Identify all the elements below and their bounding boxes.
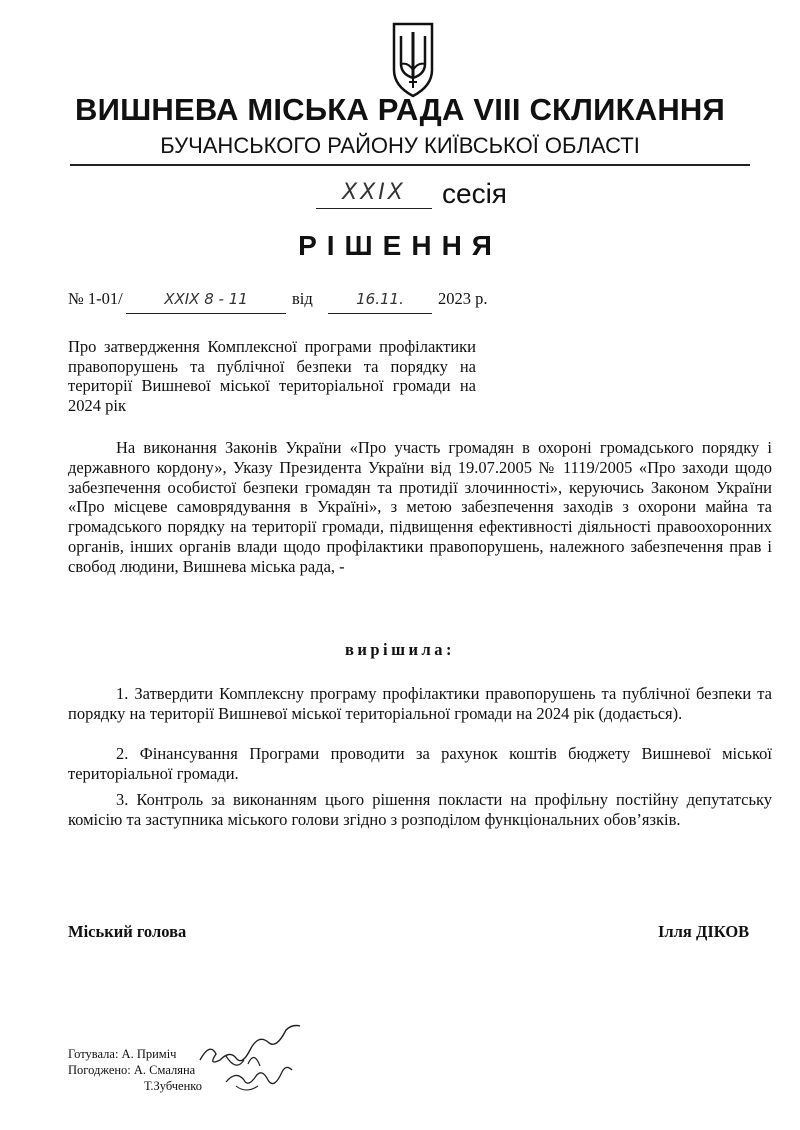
session-label: сесія xyxy=(442,178,507,209)
decision-date-handwritten: 16.11. xyxy=(356,290,404,308)
decision-item-3: 3. Контроль за виконанням цього рішення покласти на профільну постійну депутатську комісію та заступника міського голови згідно з розподілом функціональних обов’язків. xyxy=(68,790,772,829)
mayor-name: Ілля ДІКОВ xyxy=(658,922,750,941)
resolved-heading: вирішила: xyxy=(344,640,456,659)
session-number-underline xyxy=(316,208,432,209)
decision-year: 2023 р. xyxy=(438,289,488,308)
header-divider xyxy=(70,164,750,166)
decision-number-field xyxy=(126,289,286,314)
handwritten-signatures-icon xyxy=(196,1020,306,1100)
coat-of-arms-trident-icon xyxy=(388,20,438,98)
prepared-by: Готувала: А. Приміч xyxy=(68,1047,177,1061)
district-subtitle: БУЧАНСЬКОГО РАЙОНУ КИЇВСЬКОЇ ОБЛАСТІ xyxy=(160,133,640,158)
agreed-by-2: Т.Зубченко xyxy=(144,1079,202,1093)
decision-item-2: 2. Фінансування Програми проводити за рахунок коштів бюджету Вишневої міської територіальної громади. xyxy=(68,744,772,783)
decision-number-prefix: № 1-01/ xyxy=(68,289,123,308)
date-from-label: від xyxy=(292,289,313,308)
decision-item-1: 1. Затвердити Комплексну програму профілактики правопорушень та публічної безпеки та порядку на території Вишневої міської територіальної громади на 2024 рік (додається). xyxy=(68,684,772,723)
agreed-by: Погоджено: А. Смаляна xyxy=(68,1063,196,1077)
session-number-handwritten: XXIX xyxy=(342,180,406,205)
decision-date-field xyxy=(328,289,432,314)
mayor-label: Міський голова xyxy=(68,922,187,941)
council-title: ВИШНЕВА МІСЬКА РАДА VIII СКЛИКАННЯ xyxy=(75,92,725,127)
decision-number-handwritten: XXIX 8 - 11 xyxy=(164,290,248,308)
decision-subject: Про затвердження Комплексної програми профілактики правопорушень та публічної безпеки та порядку на території Вишневої міської територіальної громади на 2024 рік xyxy=(68,337,476,415)
preamble-paragraph: На виконання Законів України «Про участь громадян в охороні громадського порядку і державного кордону», Указу Президента України від 19.07.2005 № 1119/2005 «Про заходи щодо забезпечення особистої безпеки громадян та протидії злочинності», керуючись Законом України «Про місцеве самоврядування в Україні», з метою забезпечення заходів з охорони майна та громадського порядку на території громади, підвищення ефективності діяльності правоохоронних органів, інших органів влади щодо профілактики правопорушень, належного забезпечення прав і свобод людини, Вишнева міська рада, - xyxy=(68,438,772,576)
decision-title: РІШЕННЯ xyxy=(298,230,502,261)
prepared-by-block xyxy=(68,1046,202,1094)
